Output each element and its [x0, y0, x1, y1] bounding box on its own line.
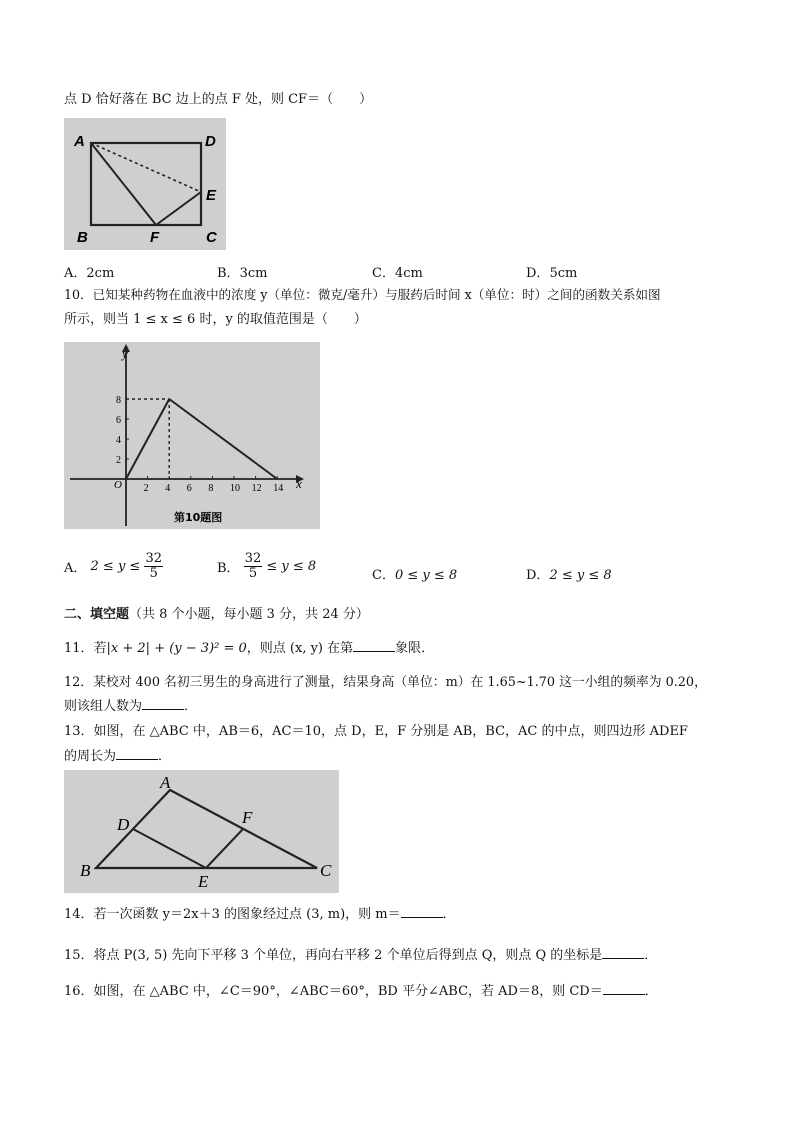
q10-x-tick-label-10: 10: [230, 483, 240, 494]
q10-x-tick-label-8: 8: [208, 483, 214, 494]
q9-figure: [64, 118, 226, 250]
q14-answer-blank[interactable]: [401, 917, 443, 918]
q10-option-b-denominator: 5: [248, 566, 258, 581]
q9-option-d: D．5cm: [526, 266, 578, 281]
q10-x-tick-label-2: 2: [143, 483, 149, 494]
q9-line-fe: [156, 192, 201, 225]
q12-answer-blank[interactable]: [142, 709, 184, 710]
q10-chart: [64, 342, 320, 529]
q13-label-a: A: [160, 773, 171, 792]
section2-heading: 二、填空题（共 8 个小题，每小题 3 分，共 24 分）: [64, 607, 369, 622]
q13-line-ef: [206, 829, 243, 868]
q10-y-tick-label-6: 6: [116, 415, 121, 426]
q13-line2: 的周长为 ．: [64, 749, 172, 764]
q10-x-tick-label-14: 14: [273, 483, 284, 494]
q10-series-segment-1: [126, 399, 169, 479]
q16: 16．如图，在 △ABC 中，∠C＝90°，∠ABC＝60°，BD 平分∠ABC，若 AD＝8，则 CD＝ ．: [64, 984, 658, 999]
q9-option-a: A．2cm: [64, 266, 115, 281]
q15-answer-blank[interactable]: [602, 958, 644, 959]
q12-line2: 则该组人数为 ．: [64, 699, 198, 714]
q10-option-b-numerator: 32: [244, 551, 262, 566]
q9-line-af: [91, 143, 156, 225]
q13-line-de: [133, 829, 206, 868]
q9-label-d: D: [205, 133, 216, 150]
q10-option-a: A． 2 ≤ y ≤ $\frac{32}{5}$: [64, 551, 163, 581]
q9-tail: 点 D 恰好落在 BC 边上的点 F 处，则 CF＝（ ）: [64, 92, 373, 107]
q13-label-d: D: [117, 815, 130, 834]
q11-answer-blank[interactable]: [353, 651, 395, 652]
q10-x-tick-label-4: 4: [165, 483, 171, 494]
q9-label-c: C: [206, 229, 217, 246]
q10-x-axis-label: x: [296, 476, 302, 491]
q9-option-c: C．4cm: [372, 266, 423, 281]
q11: 11．若|x + 2| + (y − 3)² = 0，则点 (x, y) 在第 象限．: [64, 641, 435, 656]
q13-label-b: B: [80, 861, 91, 880]
q10-x-tick-label-12: 12: [251, 483, 262, 494]
q10-option-a-denominator: 5: [149, 566, 158, 581]
q14: 14．若一次函数 y＝2x＋3 的图象经过点 (3, m)，则 m＝ ．: [64, 907, 456, 922]
q10-option-d: D．2 ≤ y ≤ 8: [526, 568, 612, 583]
q13-figure: [64, 770, 339, 893]
q13-label-e: E: [198, 872, 209, 891]
q10-y-tick-label-4: 4: [116, 435, 121, 446]
q10-line1: 10．已知某种药物在血液中的浓度 y（单位：微克/毫升）与服药后时间 x（单位：时）之间的函数关系如图: [64, 287, 661, 302]
q12-line1: 12．某校对 400 名初三男生的身高进行了测量，结果身高（单位：m）在 1.65~1.70 这一小组的频率为 0.20，: [64, 675, 707, 690]
q10-option-a-numerator: 32: [145, 551, 163, 566]
q13-line1: 13．如图，在 △ABC 中，AB＝6，AC＝10，点 D，E，F 分别是 AB，BC，AC 的中点，则四边形 ADEF: [64, 724, 688, 739]
q10-y-tick-label-8: 8: [116, 395, 121, 406]
q10-origin-label: O: [114, 479, 122, 491]
q13-answer-blank[interactable]: [116, 759, 158, 760]
q13-label-c: C: [320, 861, 332, 880]
q16-answer-blank[interactable]: [603, 994, 645, 995]
q9-label-e: E: [206, 187, 217, 204]
q9-option-b: B．3cm: [217, 266, 268, 281]
q11-expression: |x + 2| + (y − 3)² = 0: [106, 641, 247, 656]
q10-option-b: B． $\frac{32}{5}$ ≤ y ≤ 8: [217, 551, 317, 581]
q10-series-segment-2: [169, 399, 277, 479]
q13-label-f: F: [242, 808, 253, 827]
q9-label-b: B: [77, 229, 88, 246]
q9-label-f: F: [150, 229, 160, 246]
q10-x-tick-label-6: 6: [186, 483, 192, 494]
q10-option-c: C．0 ≤ y ≤ 8: [372, 568, 458, 583]
q15: 15．将点 P(3, 5) 先向下平移 3 个单位，再向右平移 2 个单位后得到点 Q，则点 Q 的坐标是 ．: [64, 948, 658, 963]
q9-label-a: A: [74, 133, 85, 150]
q10-caption: 第10题图: [174, 511, 223, 524]
q9-line-ae-dashed: [91, 143, 201, 192]
q10-line2: 所示，则当 1 ≤ x ≤ 6 时，y 的取值范围是（ ）: [64, 312, 367, 327]
q10-figure: [64, 342, 320, 529]
q10-y-tick-label-2: 2: [116, 455, 121, 466]
q10-y-axis-label: y: [122, 346, 128, 361]
